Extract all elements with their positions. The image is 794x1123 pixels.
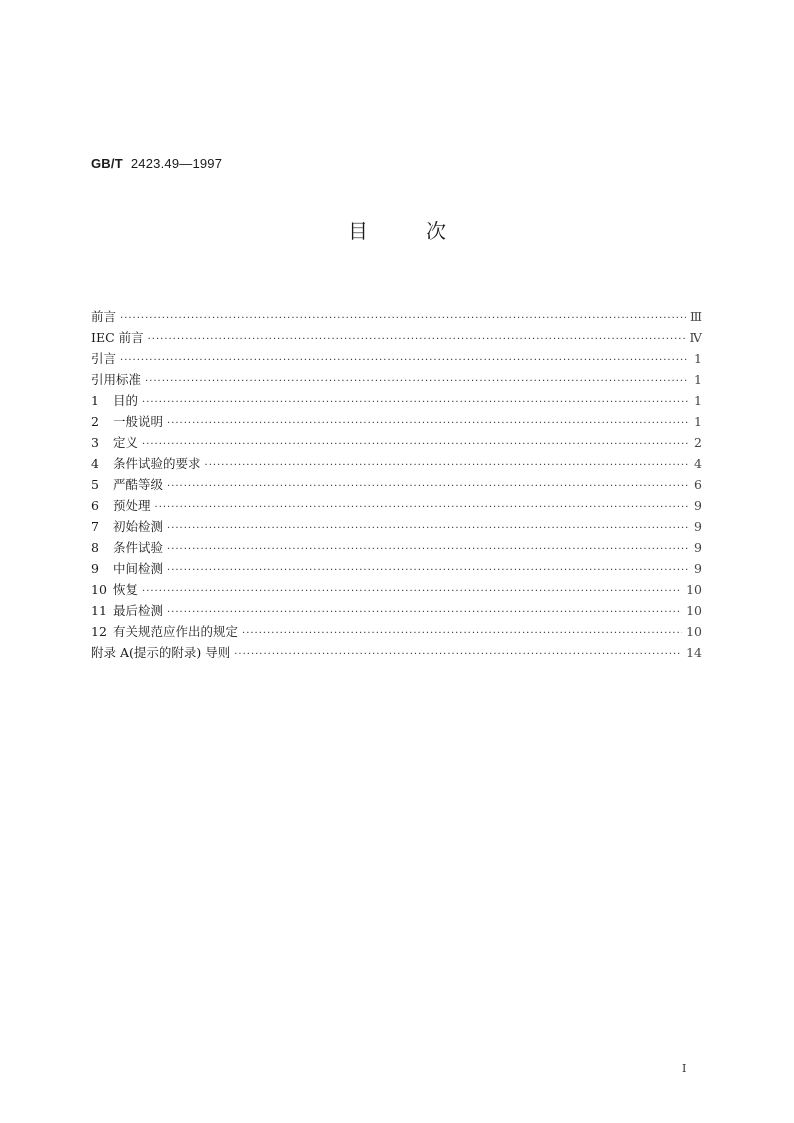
toc-entry[interactable] <box>91 348 702 369</box>
toc-entry-number: 1 <box>91 393 99 408</box>
toc-entry-number: 10 <box>91 582 107 597</box>
toc-leader-dots <box>167 518 688 539</box>
toc-entry-label: 最后检测 <box>113 603 164 618</box>
toc-leader-dots <box>142 434 688 455</box>
toc-entry-label: 有关规范应作出的规定 <box>113 624 239 639</box>
toc-leader-dots <box>242 623 682 644</box>
toc-entry-page: 9 <box>694 561 702 576</box>
table-of-contents <box>91 306 702 663</box>
toc-entry-page: 6 <box>694 477 702 492</box>
toc-entry-label: 初始检测 <box>113 519 164 534</box>
toc-leader-dots <box>142 581 682 602</box>
toc-leader-dots <box>205 455 688 476</box>
toc-entry[interactable] <box>91 327 702 348</box>
toc-entry-page: 9 <box>694 519 702 534</box>
toc-entry-page: 1 <box>694 393 702 408</box>
toc-entry[interactable] <box>91 432 702 453</box>
toc-entry[interactable] <box>91 642 702 663</box>
toc-entry-page: Ⅳ <box>689 330 702 345</box>
toc-entry[interactable] <box>91 369 702 390</box>
toc-entry-label: 附录 A(提示的附录) 导则 <box>91 645 231 660</box>
toc-entry[interactable] <box>91 600 702 621</box>
toc-entry-page: 10 <box>686 582 702 597</box>
toc-entry-page: 9 <box>694 498 702 513</box>
toc-entry-label: 条件试验 <box>113 540 164 555</box>
toc-leader-dots <box>148 329 686 350</box>
toc-title: 目次 <box>348 219 504 243</box>
toc-entry[interactable] <box>91 411 702 432</box>
toc-entry-page: 9 <box>694 540 702 555</box>
toc-entry-label: 恢复 <box>113 582 139 597</box>
toc-entry[interactable] <box>91 516 702 537</box>
toc-entry-label: 引用标准 <box>91 372 142 387</box>
standard-code: GB/T <box>91 156 123 171</box>
toc-leader-dots <box>167 476 688 497</box>
toc-entry-label: 严酷等级 <box>113 477 164 492</box>
toc-entry-page: Ⅲ <box>689 309 702 324</box>
toc-entry-page: 4 <box>694 456 702 471</box>
toc-entry-number: 9 <box>91 561 99 576</box>
toc-entry-page: 14 <box>686 645 702 660</box>
toc-leader-dots <box>234 644 682 665</box>
toc-entry[interactable] <box>91 474 702 495</box>
toc-leader-dots <box>142 392 688 413</box>
toc-leader-dots <box>145 371 688 392</box>
toc-entry-number: 2 <box>91 414 99 429</box>
toc-leader-dots <box>167 602 682 623</box>
toc-entry-page: 1 <box>694 414 702 429</box>
toc-entry-label: 一般说明 <box>113 414 164 429</box>
toc-leader-dots <box>155 497 688 518</box>
toc-entry-label: 定义 <box>113 435 139 450</box>
toc-leader-dots <box>120 350 688 371</box>
toc-leader-dots <box>120 308 686 329</box>
toc-leader-dots <box>167 413 688 434</box>
toc-entry-page: 10 <box>686 624 702 639</box>
toc-leader-dots <box>167 539 688 560</box>
toc-leader-dots <box>167 560 688 581</box>
toc-entry[interactable] <box>91 579 702 600</box>
toc-entry[interactable] <box>91 537 702 558</box>
standard-number <box>91 156 222 171</box>
standard-id: 2423.49—1997 <box>130 156 223 171</box>
toc-entry-label: 中间检测 <box>113 561 164 576</box>
toc-entry-number: 8 <box>91 540 99 555</box>
toc-entry-label: 条件试验的要求 <box>113 456 201 471</box>
page-number: I <box>682 1062 687 1075</box>
toc-entry-number: 3 <box>91 435 99 450</box>
toc-entry-label: 前言 <box>91 309 117 324</box>
toc-entry-label: 预处理 <box>113 498 151 513</box>
toc-entry[interactable] <box>91 558 702 579</box>
toc-entry-number: 6 <box>91 498 99 513</box>
toc-entry-number: 11 <box>91 603 107 618</box>
toc-entry-number: 4 <box>91 456 99 471</box>
toc-entry-page: 2 <box>694 435 702 450</box>
toc-entry-number: 7 <box>91 519 99 534</box>
toc-entry-page: 10 <box>686 603 702 618</box>
toc-entry-number: 12 <box>91 624 107 639</box>
toc-entry[interactable] <box>91 453 702 474</box>
toc-entry-label: 引言 <box>91 351 117 366</box>
toc-entry[interactable] <box>91 390 702 411</box>
toc-entry[interactable] <box>91 621 702 642</box>
toc-entry-number: 5 <box>91 477 99 492</box>
toc-entry-label: IEC 前言 <box>91 330 144 345</box>
toc-entry-label: 目的 <box>113 393 139 408</box>
toc-entry-page: 1 <box>694 372 702 387</box>
toc-entry-page: 1 <box>694 351 702 366</box>
toc-entry[interactable] <box>91 306 702 327</box>
toc-entry[interactable] <box>91 495 702 516</box>
